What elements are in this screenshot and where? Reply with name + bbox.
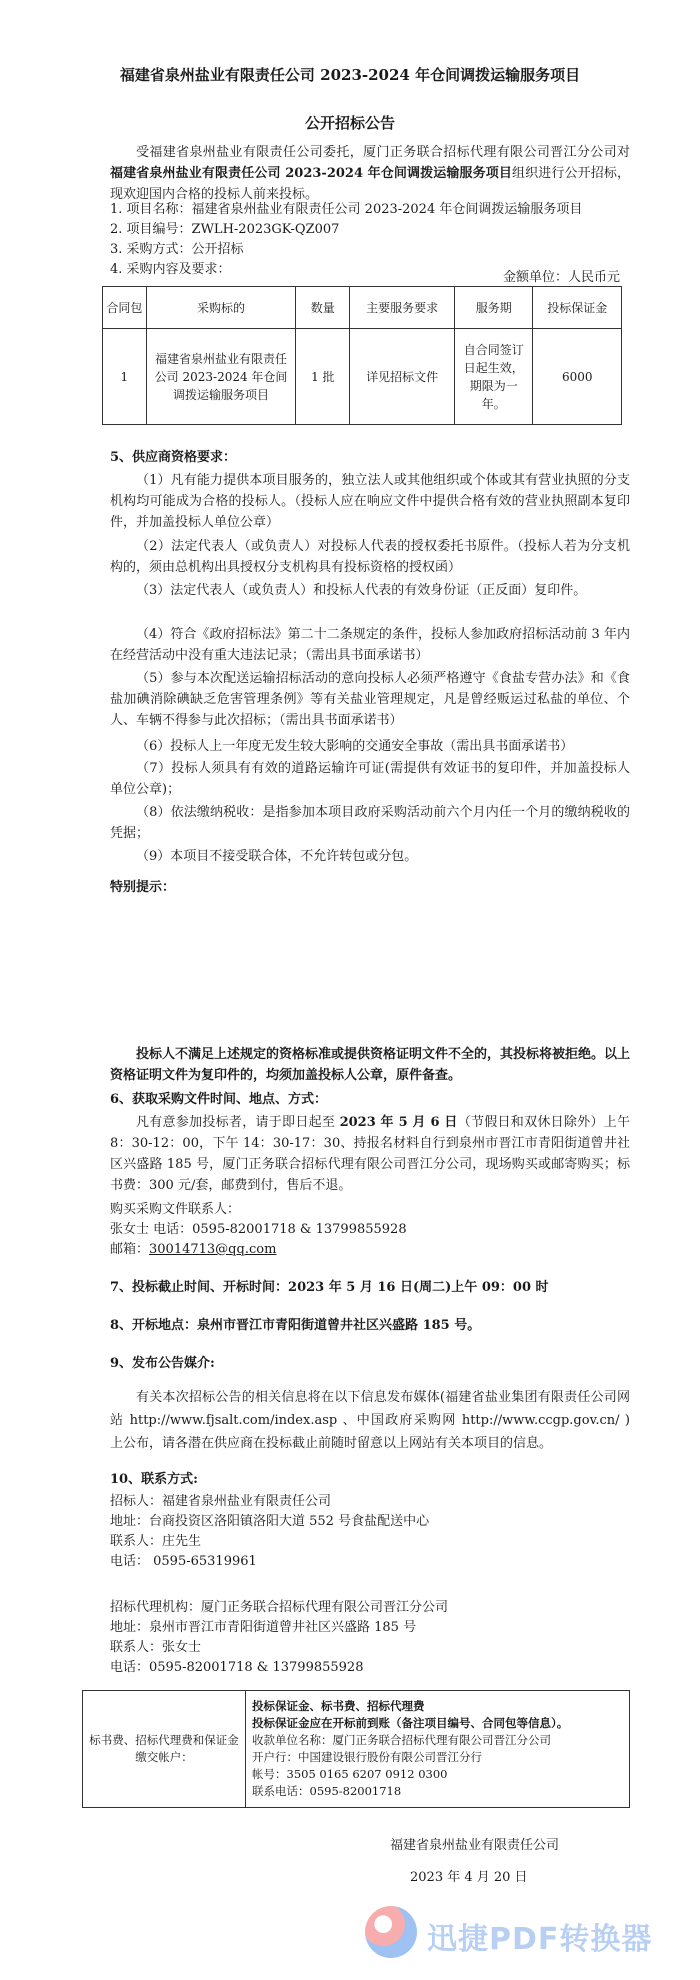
section-5-heading: 5、供应商资格要求： <box>110 450 237 465</box>
requirement-5: （5）参与本次配送运输招标活动的意向投标人必须严格遵守《食盐专营办法》和《食盐加碘消除碘缺乏危害管理条例》等有关盐业管理规定，凡是曾经贩运过私盐的单位、个人、车辆不得参与此次招标；（需出具书面承诺书） <box>110 671 630 728</box>
buyer-contact: 联系人：庄先生 <box>110 1534 202 1549</box>
purchase-contact: 张女士 电话：0595-82001718 & 13799855928 <box>110 1222 407 1237</box>
intro-project-name: 福建省泉州盐业有限责任公司 2023-2024 年仓间调拨运输服务项目 <box>110 166 513 181</box>
table-cell: 1 <box>103 329 147 425</box>
signature-org: 福建省泉州盐业有限责任公司 <box>390 1838 560 1853</box>
requirement-6: （6）投标人上一年度无发生较大影响的交通安全事故（需出具书面承诺书） <box>136 739 574 754</box>
table-cell: 福建省泉州盐业有限责任公司 2023-2024 年仓间调拨运输服务项目 <box>146 329 296 425</box>
header-cell: 主要服务要求 <box>350 287 455 329</box>
signature-date: 2023 年 4 月 20 日 <box>410 1870 528 1885</box>
document-title: 福建省泉州盐业有限责任公司 2023-2024 年仓间调拨运输服务项目 <box>119 66 581 84</box>
bank-line: 收款单位名称：厦门正务联合招标代理有限公司晋江分公司 <box>252 1733 551 1747</box>
header-cell: 服务期 <box>455 287 533 329</box>
table-cell: 详见招标文件 <box>350 329 455 425</box>
table-cell: 1 批 <box>296 329 350 425</box>
s6-text-b: （节假日和双休日除外）上午 8：30-12：00，下午 14：30-17：30、持报名材料自行到泉州市晋江市青阳街道曾井社区兴盛路 185 号，厦门正务联合招标代理有限公司晋江分公司，现场购买或邮寄购买；标书费：300 元/套，邮费到付，售后不退。 <box>110 1115 631 1193</box>
item-procurement-content: 4. 采购内容及要求： <box>110 262 231 277</box>
watermark-text: 迅捷PDF转换器 <box>427 1922 653 1957</box>
intro-paragraph <box>110 142 630 205</box>
requirement-2: （2）法定代表人（或负责人）对投标人代表的授权委托书原件。（投标人若为分支机构的，须由总机构出具授权分支机构具有投标资格的授权函） <box>110 539 630 575</box>
bank-line: 投标保证金应在开标前到账（备注项目编号、合同包等信息）。 <box>252 1716 569 1730</box>
intro-text-a: 受福建省泉州盐业有限责任公司委托，厦门正务联合招标代理有限公司晋江分公司对 <box>136 145 630 160</box>
header-cell: 合同包 <box>103 287 147 329</box>
buyer-name: 招标人：福建省泉州盐业有限责任公司 <box>110 1494 332 1509</box>
agent-name: 招标代理机构：厦门正务联合招标代理有限公司晋江分公司 <box>110 1600 449 1615</box>
section-6-text <box>110 1112 630 1196</box>
s6-deadline-date: 2023 年 5 月 6 日 <box>339 1115 458 1130</box>
special-notice-label: 特别提示： <box>110 880 176 895</box>
purchase-contact-label: 购买采购文件联系人： <box>110 1202 241 1217</box>
section-6-heading: 6、获取采购文件时间、地点、方式： <box>110 1092 328 1107</box>
bank-label-cell: 标书费、招标代理费和保证金缴交帐户： <box>83 1691 246 1808</box>
s6-text-a: 凡有意参加投标者，请于即日起至 <box>136 1115 340 1130</box>
table-header-row <box>103 287 622 329</box>
agent-address: 地址：泉州市晋江市青阳街道曾井社区兴盛路 185 号 <box>110 1620 417 1635</box>
intro-text-c: 组织进行公开招标，现欢迎国内合格的投标人前来投标。 <box>110 166 630 202</box>
table-cell: 6000 <box>533 329 622 425</box>
table-row <box>83 1691 630 1808</box>
item-project-name: 1. 项目名称：福建省泉州盐业有限责任公司 2023-2024 年仓间调拨运输服务项目 <box>110 202 583 217</box>
header-cell: 投标保证金 <box>533 287 622 329</box>
section-10-heading: 10、联系方式: <box>110 1472 198 1487</box>
section-8: 8、开标地点：泉州市晋江市青阳街道曾井社区兴盛路 185 号。 <box>110 1318 481 1333</box>
requirement-4: （4）符合《政府招标法》第二十二条规定的条件，投标人参加政府招标活动前 3 年内在经营活动中没有重大违法记录；（需出具书面承诺书） <box>110 627 630 663</box>
header-cell: 采购标的 <box>146 287 296 329</box>
item-procurement-method: 3. 采购方式：公开招标 <box>110 242 244 257</box>
bank-line: 开户行：中国建设银行股份有限公司晋江分行 <box>252 1750 482 1764</box>
email-label: 邮箱： <box>110 1242 150 1257</box>
agent-contact: 联系人：张女士 <box>110 1640 202 1655</box>
currency-unit: 金额单位：人民币元 <box>502 270 620 285</box>
bank-line: 投标保证金、标书费、招标代理费 <box>252 1699 425 1713</box>
buyer-address: 地址：台商投资区洛阳镇洛阳大道 552 号食盐配送中心 <box>110 1514 430 1529</box>
section-9-heading: 9、发布公告媒介: <box>110 1356 215 1371</box>
section-7: 7、投标截止时间、开标时间：2023 年 5 月 16 日(周二)上午 09：00 时 <box>110 1280 549 1295</box>
watermark-icon <box>365 1906 417 1958</box>
agent-phone: 电话：0595-82001718 & 13799855928 <box>110 1660 364 1675</box>
email-link[interactable]: 30014713@qq.com <box>149 1242 277 1257</box>
table-row <box>103 329 622 425</box>
table-cell: 自合同签订日起生效，期限为一年。 <box>455 329 533 425</box>
requirement-1: （1）凡有能力提供本项目服务的，独立法人或其他组织或个体或其有营业执照的分支机构均可能成为合格的投标人。（投标人应在响应文件中提供合格有效的营业执照副本复印件，并加盖投标人单位公章） <box>110 473 630 530</box>
section-9-text: 有关本次招标公告的相关信息将在以下信息发布媒体(福建省盐业集团有限责任公司网站 http://www.fjsalt.com/index.asp 、中国政府采购网 http://www.ccgp.gov.cn/ ) 上公布，请各潜在供应商在投标截止前随时留意以上网站有关本项目的信息。 <box>110 1390 630 1451</box>
bank-details-cell <box>246 1691 630 1808</box>
buyer-phone: 电话： 0595-65319961 <box>110 1554 257 1569</box>
procurement-table <box>102 286 622 425</box>
requirement-9: （9）本项目不接受联合体，不允许转包或分包。 <box>136 849 418 864</box>
document-subtitle: 公开招标公告 <box>304 114 395 132</box>
bank-account-table <box>82 1690 630 1808</box>
watermark-logo <box>365 1900 685 1970</box>
item-project-code: 2. 项目编号：ZWLH-2023GK-QZ007 <box>110 222 340 237</box>
bank-line: 帐号：3505 0165 6207 0912 0300 <box>252 1767 448 1781</box>
header-cell: 数量 <box>296 287 350 329</box>
requirement-8: （8）依法缴纳税收：是指参加本项目政府采购活动前六个月内任一个月的缴纳税收的凭据； <box>110 805 630 841</box>
requirement-7: （7）投标人须具有有效的道路运输许可证(需提供有效证书的复印件，并加盖投标人单位公章)； <box>110 761 630 797</box>
requirement-3: （3）法定代表人（或负责人）和投标人代表的有效身份证（正反面）复印件。 <box>136 583 587 598</box>
bank-line: 联系电话：0595-82001718 <box>252 1784 402 1798</box>
qualification-notice: 投标人不满足上述规定的资格标准或提供资格证明文件不全的，其投标将被拒绝。以上资格证明文件为复印件的，均须加盖投标人公章，原件备查。 <box>110 1047 631 1083</box>
purchase-email <box>110 1240 630 1260</box>
